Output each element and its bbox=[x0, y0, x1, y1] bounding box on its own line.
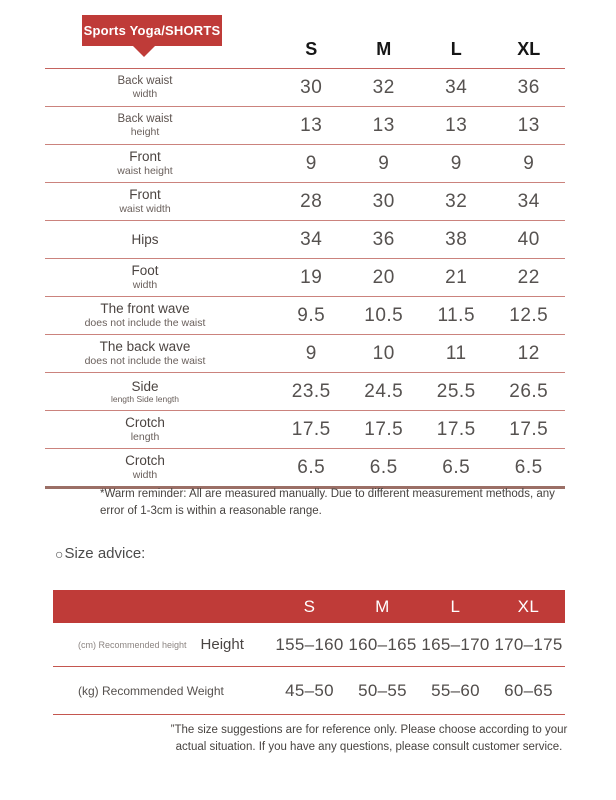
row-label bbox=[45, 339, 275, 367]
advice-value-xl: 60–65 bbox=[504, 680, 553, 700]
advice-value-s: 155–160 bbox=[275, 634, 344, 654]
row-label bbox=[45, 232, 275, 248]
size-advice-column-header-l: L bbox=[450, 596, 461, 616]
size-value-xl: 26.5 bbox=[509, 380, 549, 402]
table-row bbox=[45, 335, 565, 373]
row-label-main: Back waist bbox=[117, 74, 173, 87]
size-value-xl: 12.5 bbox=[509, 304, 549, 326]
row-label-main: Front bbox=[129, 149, 161, 165]
row-label-sub: width bbox=[132, 469, 158, 482]
size-value-s: 9.5 bbox=[297, 304, 326, 326]
row-label-sub: does not include the waist bbox=[84, 317, 206, 330]
size-chart-table bbox=[45, 30, 565, 489]
row-label bbox=[45, 301, 275, 329]
size-chart-header-row bbox=[45, 30, 565, 69]
table-row bbox=[45, 221, 565, 259]
size-value-s: 30 bbox=[300, 76, 323, 98]
row-label bbox=[53, 636, 273, 653]
advice-value-m: 160–165 bbox=[348, 634, 417, 654]
row-label-main: (kg) Recommended Weight bbox=[78, 683, 224, 698]
size-value-s: 6.5 bbox=[297, 456, 326, 478]
row-label-main: Hips bbox=[131, 231, 159, 247]
row-label bbox=[45, 75, 275, 101]
size-value-m: 20 bbox=[372, 266, 395, 288]
advice-value-m: 50–55 bbox=[358, 680, 407, 700]
size-advice-column-header-xl: XL bbox=[517, 596, 540, 616]
size-value-m: 9 bbox=[378, 152, 390, 174]
row-label bbox=[45, 149, 275, 177]
size-value-xl: 12 bbox=[517, 342, 540, 364]
size-value-l: 25.5 bbox=[436, 380, 476, 402]
row-label-main: Foot bbox=[131, 263, 159, 279]
size-value-s: 23.5 bbox=[291, 380, 331, 402]
circle-icon: ○ bbox=[55, 545, 64, 562]
size-value-l: 9 bbox=[450, 152, 462, 174]
size-value-m: 13 bbox=[372, 114, 395, 136]
row-label bbox=[45, 263, 275, 291]
size-value-l: 13 bbox=[445, 114, 468, 136]
row-label-main: Crotch bbox=[125, 453, 165, 469]
row-label-main: The front wave bbox=[100, 301, 190, 317]
size-advice-heading bbox=[55, 545, 145, 562]
size-advice-table bbox=[53, 590, 565, 715]
size-value-xl: 13 bbox=[517, 114, 540, 136]
size-value-s: 9 bbox=[305, 152, 317, 174]
size-value-xl: 17.5 bbox=[509, 418, 549, 440]
table-row bbox=[45, 183, 565, 221]
row-label bbox=[53, 684, 273, 698]
row-label bbox=[45, 415, 275, 443]
size-value-xl: 22 bbox=[517, 266, 540, 288]
row-label-sub: waist width bbox=[119, 203, 171, 216]
size-advice-column-header-m: M bbox=[375, 596, 390, 616]
size-advice-heading-label: Size advice: bbox=[64, 545, 146, 562]
size-value-m: 10 bbox=[372, 342, 395, 364]
row-label-prefix: (cm) Recommended height bbox=[78, 639, 187, 650]
size-value-l: 38 bbox=[445, 228, 468, 250]
warm-reminder-note: *Warm reminder: All are measured manually. Due to different measurement methods, any error of 1-3cm is within a reasonable range. bbox=[100, 488, 555, 518]
row-label bbox=[45, 453, 275, 481]
row-label-sub: length Side length bbox=[110, 394, 180, 405]
table-row bbox=[45, 411, 565, 449]
row-label-sub: width bbox=[132, 88, 158, 101]
size-advice-column-header-s: S bbox=[303, 596, 316, 616]
size-value-l: 17.5 bbox=[436, 418, 476, 440]
size-advice-footnote: ”The size suggestions are for reference only. Please choose according to your actual situation. If you have any questions, please consult customer service. bbox=[170, 724, 568, 754]
size-value-s: 9 bbox=[305, 342, 317, 364]
size-value-m: 6.5 bbox=[369, 456, 398, 478]
advice-value-l: 165–170 bbox=[421, 634, 490, 654]
size-value-m: 30 bbox=[372, 190, 395, 212]
row-label-main: Front bbox=[129, 187, 161, 203]
row-label-main: Crotch bbox=[125, 415, 165, 431]
row-label-sub: waist height bbox=[117, 165, 173, 178]
advice-value-s: 45–50 bbox=[285, 680, 334, 700]
row-label bbox=[45, 379, 275, 405]
size-advice-header-row bbox=[53, 590, 565, 623]
size-value-m: 36 bbox=[372, 228, 395, 250]
product-badge-label: Sports Yoga/SHORTS bbox=[83, 23, 221, 38]
row-label-sub: does not include the waist bbox=[84, 355, 206, 368]
row-label bbox=[45, 113, 275, 139]
row-label-sub: width bbox=[132, 279, 158, 292]
size-chart-column-header-l: L bbox=[450, 38, 462, 59]
size-value-s: 17.5 bbox=[291, 418, 331, 440]
row-label-sub: height bbox=[130, 126, 160, 139]
size-chart-column-header-m: M bbox=[376, 38, 392, 59]
size-value-s: 28 bbox=[300, 190, 323, 212]
row-label-main: Side bbox=[131, 378, 159, 394]
size-value-s: 13 bbox=[300, 114, 323, 136]
size-value-xl: 34 bbox=[517, 190, 540, 212]
size-chart-column-header-xl: XL bbox=[517, 38, 541, 59]
advice-value-xl: 170–175 bbox=[494, 634, 563, 654]
size-value-s: 34 bbox=[300, 228, 323, 250]
size-advice-body bbox=[53, 623, 565, 715]
size-value-m: 32 bbox=[372, 76, 395, 98]
table-row bbox=[45, 259, 565, 297]
table-row bbox=[53, 667, 565, 715]
size-value-l: 11 bbox=[445, 342, 467, 364]
size-value-xl: 40 bbox=[517, 228, 540, 250]
table-row bbox=[45, 69, 565, 107]
row-label-sub: length bbox=[130, 431, 160, 444]
row-label-main: The back wave bbox=[99, 339, 191, 355]
size-value-m: 10.5 bbox=[364, 304, 404, 326]
size-value-xl: 36 bbox=[517, 76, 540, 98]
size-value-m: 17.5 bbox=[364, 418, 404, 440]
size-value-m: 24.5 bbox=[364, 380, 404, 402]
table-row bbox=[45, 373, 565, 411]
table-row bbox=[45, 145, 565, 183]
size-value-xl: 9 bbox=[523, 152, 535, 174]
size-value-l: 21 bbox=[445, 266, 468, 288]
row-label bbox=[45, 187, 275, 215]
table-row bbox=[53, 623, 565, 667]
advice-value-l: 55–60 bbox=[431, 680, 480, 700]
size-value-xl: 6.5 bbox=[514, 456, 543, 478]
size-value-s: 19 bbox=[300, 266, 323, 288]
size-value-l: 6.5 bbox=[442, 456, 471, 478]
row-label-main: Back waist bbox=[117, 112, 173, 125]
table-row bbox=[45, 449, 565, 489]
table-row bbox=[45, 107, 565, 145]
size-value-l: 32 bbox=[445, 190, 468, 212]
size-value-l: 34 bbox=[445, 76, 468, 98]
size-value-l: 11.5 bbox=[437, 304, 476, 326]
row-label-main: Height bbox=[200, 636, 244, 653]
size-chart-body bbox=[45, 69, 565, 489]
size-chart-column-header-s: S bbox=[305, 38, 318, 59]
table-row bbox=[45, 297, 565, 335]
